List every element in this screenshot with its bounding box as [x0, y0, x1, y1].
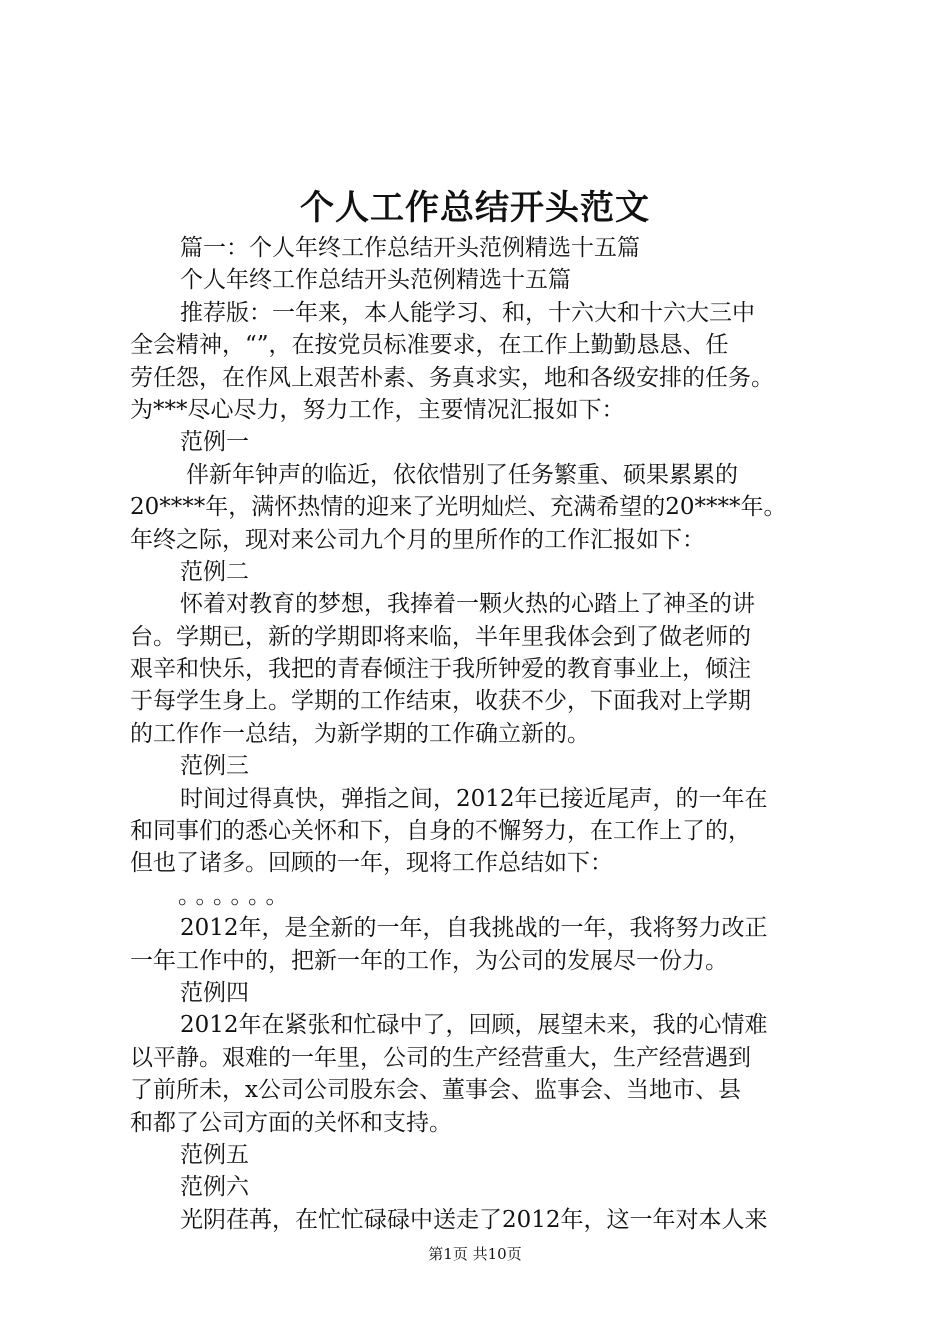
text-line: 个人年终工作总结开头范例精选十五篇	[180, 267, 571, 294]
text-line: 艰辛和快乐，我把的青春倾注于我所钟爱的教育事业上，倾注	[130, 656, 751, 683]
text-line: 了前所未，x公司公司股东会、董事会、监事会、当地市、县	[130, 1077, 741, 1104]
page-footer: 第1页 共10页	[428, 1245, 522, 1263]
text-line: 全会精神，“”，在按党员标准要求，在工作上勤勤恳恳、任	[130, 332, 729, 359]
text-line: 2012年在紧张和忙碌中了，回顾，展望未来，我的心情难	[180, 1012, 768, 1039]
text-line: 但也了诸多。回顾的一年，现将工作总结如下：	[130, 850, 613, 877]
text-line: 2012年，是全新的一年，自我挑战的一年，我将努力改正	[180, 915, 768, 942]
text-line: 和都了公司方面的关怀和支持。	[130, 1109, 452, 1136]
text-line: 劳任怨，在作风上艰苦朴素、务真求实，地和各级安排的任务。	[130, 364, 774, 391]
section-heading: 范例三	[180, 753, 249, 780]
text-line: 台。学期已，新的学期即将来临，半年里我体会到了做老师的	[130, 623, 751, 650]
text-line: 推荐版：一年来，本人能学习、和，十六大和十六大三中	[180, 299, 755, 326]
text-line: 20****年，满怀热情的迎来了光明灿烂、充满希望的20****年。	[130, 494, 787, 521]
text-line: 和同事们的悉心关怀和下，自身的不懈努力，在工作上了的，	[130, 818, 751, 845]
section-heading: 范例四	[180, 979, 249, 1006]
text-line: 以平静。艰难的一年里，公司的生产经营重大，生产经营遇到	[130, 1044, 751, 1071]
text-line: 伴新年钟声的临近，依依惜别了任务繁重、硕果累累的	[186, 461, 738, 488]
text-line: 。。。。。。	[178, 882, 295, 909]
section-heading: 范例六	[180, 1174, 249, 1201]
text-line: 年终之际，现对来公司九个月的里所作的工作汇报如下：	[130, 526, 705, 553]
section-heading: 范例二	[180, 558, 249, 585]
section-heading: 范例五	[180, 1141, 249, 1168]
text-line: 一年工作中的，把新一年的工作，为公司的发展尽一份力。	[130, 947, 728, 974]
document-body	[130, 232, 845, 1236]
text-line: 为***尽心尽力，努力工作，主要情况汇报如下：	[130, 396, 625, 423]
text-line: 的工作作一总结，为新学期的工作确立新的。	[130, 720, 590, 747]
text-line: 光阴荏苒，在忙忙碌碌中送走了2012年，这一年对本人来	[180, 1206, 768, 1233]
section-heading: 范例一	[180, 429, 249, 456]
document-title: 个人工作总结开头范文	[300, 188, 650, 228]
text-line: 时间过得真快，弹指之间，2012年已接近尾声，的一年在	[180, 785, 768, 812]
text-line: 篇一：个人年终工作总结开头范例精选十五篇	[180, 235, 640, 261]
text-line: 怀着对教育的梦想，我捧着一颗火热的心踏上了神圣的讲	[180, 591, 755, 618]
text-line: 于每学生身上。学期的工作结束，收获不少，下面我对上学期	[130, 688, 751, 715]
